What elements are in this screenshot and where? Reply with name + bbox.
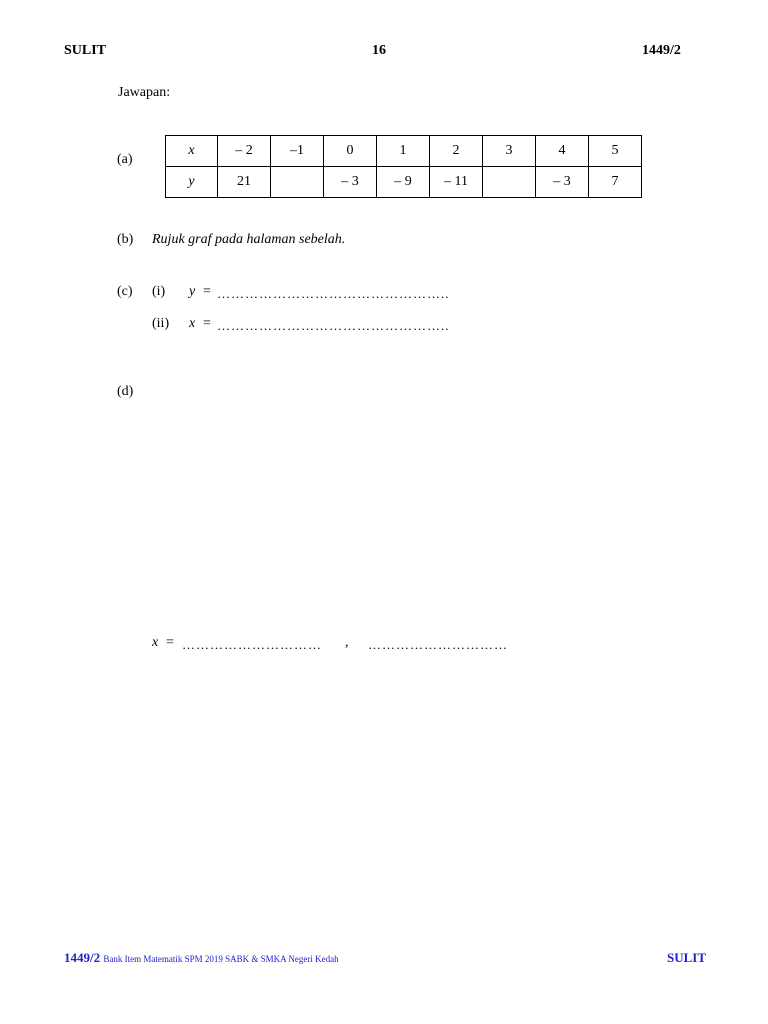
table-cell: – 11 [430,167,483,198]
part-c-ii-number: (ii) [152,316,170,331]
table-cell: 5 [589,136,642,167]
table-cell-blank[interactable] [271,167,324,198]
table-row-x [166,136,642,167]
part-c-ii-variable: x [189,316,196,331]
table-cell: 21 [218,167,271,198]
table-header-x: x [166,136,218,167]
footer-text: Bank Item Matematik SPM 2019 SABK & SMKA Negeri Kedah [103,954,339,964]
answer-heading: Jawapan: [118,85,171,100]
table-cell: 3 [483,136,536,167]
table-cell: – 3 [324,167,377,198]
part-c-i-variable: y [189,284,196,299]
part-c-i-number: (i) [152,284,166,299]
table-row-y [166,167,642,198]
footer-right: SULIT [667,950,707,965]
part-c-i-answer-line[interactable]: ………………………………………….. [217,286,450,301]
part-c-ii-answer-line[interactable]: ………………………………………….. [217,318,450,333]
part-d-label: (d) [117,384,134,399]
footer-code: 1449/2 [64,950,101,965]
value-table [165,135,642,198]
table-cell: –1 [271,136,324,167]
table-cell: 1 [377,136,430,167]
table-cell: 0 [324,136,377,167]
part-d-separator: , [345,635,349,650]
part-c-i-equals: = [203,284,211,299]
table-header-y: y [166,167,218,198]
table-cell-blank[interactable] [483,167,536,198]
part-c-ii-equals: = [203,316,211,331]
part-d-answer-line-1[interactable]: ………………………… [182,637,322,652]
table-cell: 2 [430,136,483,167]
part-b-label: (b) [117,232,134,247]
page-number: 16 [372,43,386,58]
part-c-label: (c) [117,284,133,299]
part-a-label: (a) [117,152,133,167]
table-cell: 7 [589,167,642,198]
header-right: 1449/2 [642,43,681,58]
part-d-equals: = [166,635,174,650]
table-cell: – 3 [536,167,589,198]
header-left: SULIT [64,43,107,58]
part-b-text: Rujuk graf pada halaman sebelah. [152,232,346,247]
part-d-variable: x [152,635,159,650]
table-cell: 4 [536,136,589,167]
part-d-answer-line-2[interactable]: ………………………… [368,637,508,652]
table-cell: – 2 [218,136,271,167]
footer [64,950,339,966]
table-cell: – 9 [377,167,430,198]
